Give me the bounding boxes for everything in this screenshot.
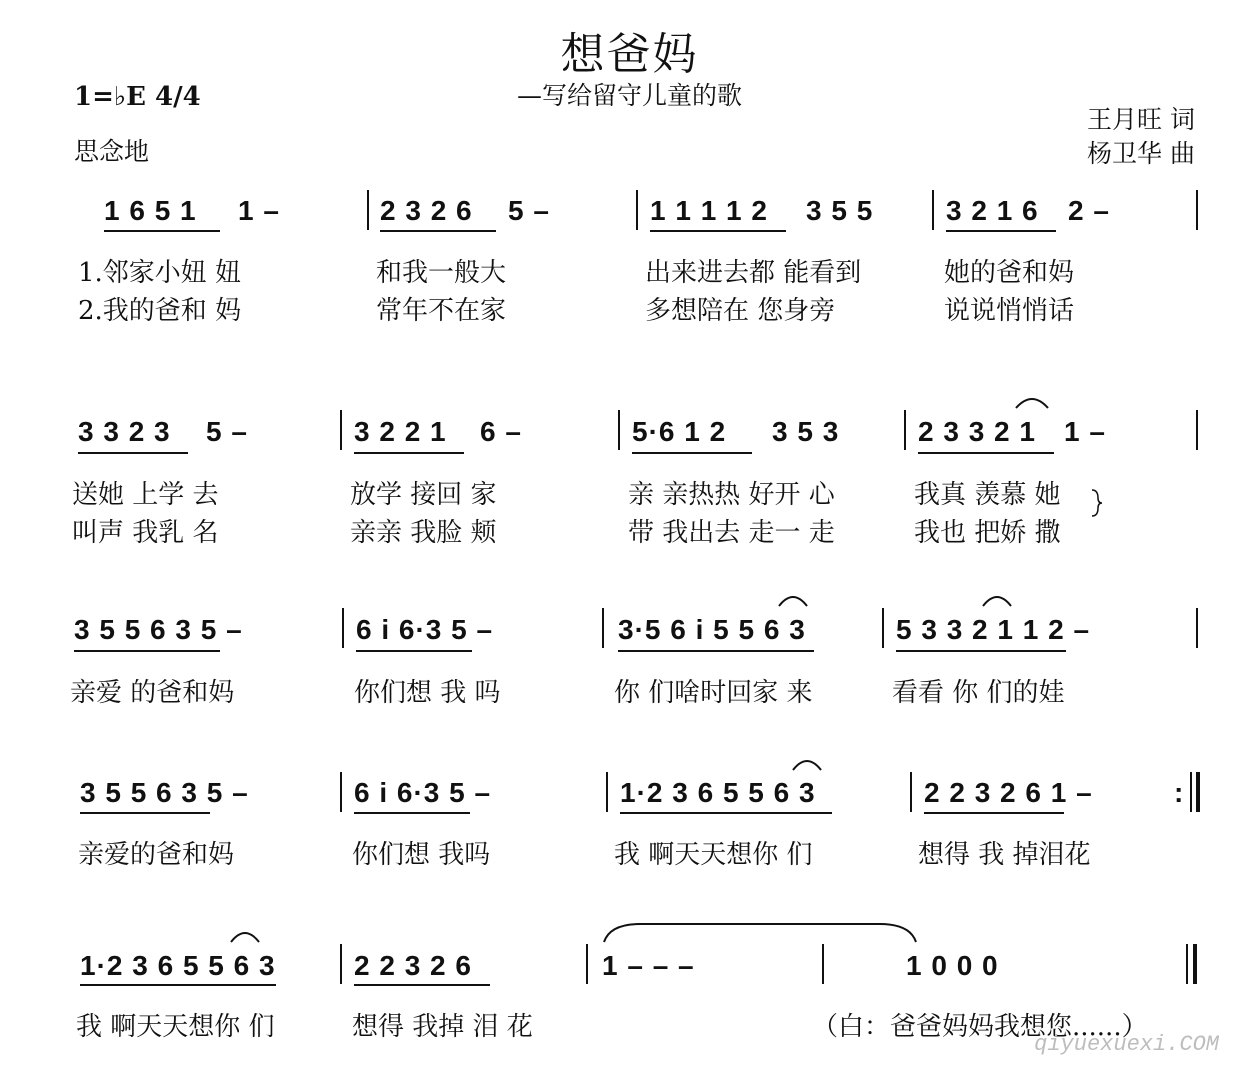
lyric-line: 多想陪在 您身旁 — [645, 296, 836, 326]
lyric-line: 看看 你 们的娃 — [892, 678, 1065, 708]
measure: 3 5 5 6 3 5 – — [74, 614, 243, 645]
bar-line — [1196, 190, 1198, 230]
measure: 6 – — [480, 416, 522, 447]
lyric-line: 想得 我掉 泪 花 — [352, 1012, 533, 1042]
measure: 5 3 3 2 1 1 2 – — [896, 614, 1091, 645]
beam-underline — [620, 812, 832, 814]
song-title: 想爸妈 — [560, 29, 699, 80]
bar-line — [1196, 608, 1198, 648]
beam-underline — [354, 812, 470, 814]
measure: 2 – — [1068, 195, 1110, 226]
measure: 3 5 5 6 3 5 – — [80, 777, 249, 808]
measure: 2 3 2 6 — [380, 195, 473, 226]
beam-underline — [104, 230, 220, 232]
bar-line — [1186, 944, 1188, 984]
lyric-line: 叫声 我乳 名 — [72, 518, 219, 548]
bar-line — [340, 944, 342, 984]
bar-line — [636, 190, 638, 230]
beam-underline — [356, 650, 472, 652]
bar-line — [342, 608, 344, 648]
beam-underline — [80, 984, 276, 986]
key-signature: 1=♭E 4/4 — [74, 82, 201, 112]
lyric-line: 她的爸和妈 — [944, 258, 1075, 288]
beam-underline — [354, 984, 490, 986]
beam-underline — [632, 452, 752, 454]
spoken-line: （白：爸爸妈妈我想您......） — [812, 1012, 1148, 1042]
measure: 2 2 3 2 6 1 – — [924, 777, 1093, 808]
beam-underline — [380, 230, 496, 232]
measure: 3 2 2 1 — [354, 416, 447, 447]
lyric-line: 亲爱 的爸和妈 — [70, 678, 235, 708]
bar-line — [618, 410, 620, 450]
measure: 5 – — [206, 416, 248, 447]
slur-mark — [980, 588, 1014, 608]
lyric-line: 你 们啥时回家 来 — [614, 678, 813, 708]
slur-mark — [228, 924, 262, 944]
lyric-line: 和我一般大 — [376, 258, 507, 288]
tie-mark — [600, 918, 920, 944]
measure: 1 – — [238, 195, 280, 226]
lyric-line: 我 啊天天想你 们 — [76, 1012, 275, 1042]
brace-mark — [1090, 488, 1104, 518]
slur-mark — [1012, 390, 1052, 410]
lyric-line: 常年不在家 — [376, 296, 507, 326]
bar-line — [1190, 772, 1192, 812]
measure: 1 1 1 1 2 — [650, 195, 768, 226]
lyric-line: 亲 亲热热 好开 心 — [628, 480, 835, 510]
lyric-line: 我 啊天天想你 们 — [614, 840, 813, 870]
bar-line — [822, 944, 824, 984]
slur-mark — [790, 752, 824, 772]
song-subtitle: —写给留守儿童的歌 — [516, 81, 742, 110]
measure: 1 6 5 1 — [104, 195, 197, 226]
slur-mark — [776, 588, 810, 608]
lyricist-credit: 王月旺 词 — [1087, 105, 1195, 134]
bar-line — [602, 608, 604, 648]
lyric-line: 2.我的爸和 妈 — [78, 296, 242, 326]
beam-underline — [896, 650, 1066, 652]
lyric-line: 带 我出去 走一 走 — [628, 518, 835, 548]
lyric-line: 你们想 我 吗 — [354, 678, 501, 708]
lyric-line: 你们想 我吗 — [352, 840, 491, 870]
bar-line — [367, 190, 369, 230]
beam-underline — [80, 812, 210, 814]
lyric-line: 我真 羡慕 她 — [914, 480, 1061, 510]
measure: 3 2 1 6 — [946, 195, 1039, 226]
measure: 2 2 3 2 6 — [354, 950, 472, 981]
measure: 5 – — [508, 195, 550, 226]
measure: 3 3 2 3 — [78, 416, 171, 447]
tempo-marking: 思念地 — [74, 137, 150, 166]
measure: 1·2 3 6 5 5 6 3 — [620, 777, 816, 808]
bar-line — [882, 608, 884, 648]
beam-underline — [650, 230, 786, 232]
bar-line — [340, 772, 342, 812]
repeat-bar-line — [1196, 772, 1200, 812]
measure: 6 i 6·3 5 – — [356, 614, 494, 645]
beam-underline — [946, 230, 1056, 232]
lyric-line: 1.邻家小妞 妞 — [78, 258, 242, 288]
measure: 1 – — [1064, 416, 1106, 447]
watermark: qiyuexuexi.COM — [1034, 1032, 1219, 1057]
composer-credit: 杨卫华 曲 — [1087, 139, 1195, 168]
measure: 3 5 3 — [772, 416, 840, 447]
bar-line — [340, 410, 342, 450]
measure: 5·6 1 2 — [632, 416, 727, 447]
lyric-line: 送她 上学 去 — [72, 480, 219, 510]
beam-underline — [618, 650, 814, 652]
measure: 1 0 0 0 — [906, 950, 999, 981]
measure: 3 5 5 — [806, 195, 874, 226]
lyric-line: 亲爱的爸和妈 — [78, 840, 235, 870]
bar-line — [910, 772, 912, 812]
repeat-dots: : — [1174, 777, 1185, 808]
bar-line — [1196, 410, 1198, 450]
measure: 2 3 3 2 1 — [918, 416, 1036, 447]
beam-underline — [78, 452, 188, 454]
beam-underline — [354, 452, 464, 454]
bar-line — [606, 772, 608, 812]
beam-underline — [924, 812, 1064, 814]
beam-underline — [74, 650, 220, 652]
measure: 1 – – – — [602, 950, 695, 981]
bar-line — [904, 410, 906, 450]
lyric-line: 我也 把娇 撒 — [914, 518, 1061, 548]
measure: 3·5 6 i 5 5 6 3 — [618, 614, 806, 645]
measure: 6 i 6·3 5 – — [354, 777, 492, 808]
bar-line — [586, 944, 588, 984]
lyric-line: 亲亲 我脸 颊 — [350, 518, 497, 548]
beam-underline — [918, 452, 1054, 454]
bar-line — [932, 190, 934, 230]
lyric-line: 说说悄悄话 — [944, 296, 1075, 326]
lyric-line: 想得 我 掉泪花 — [918, 840, 1091, 870]
measure: 1·2 3 6 5 5 6 3 — [80, 950, 276, 981]
lyric-line: 放学 接回 家 — [350, 480, 497, 510]
final-bar-line — [1193, 944, 1197, 984]
lyric-line: 出来进去都 能看到 — [645, 258, 862, 288]
